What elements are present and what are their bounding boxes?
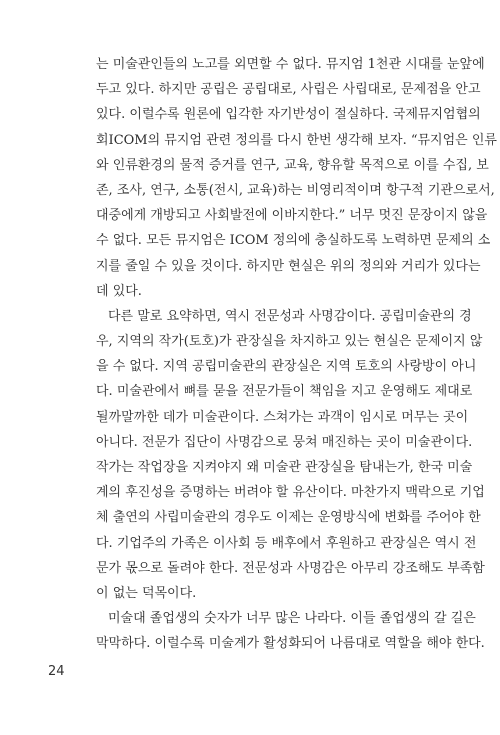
body-text	[96, 52, 497, 657]
text-line: 다른 말로 요약하면, 역시 전문성과 사명감이다. 공립미술관의 경	[108, 308, 472, 324]
text-line: 계의 후진성을 증명하는 버려야 할 유산이다. 마찬가지 맥락으로 기업	[96, 485, 485, 501]
text-line: 미술대 졸업생의 숫자가 너무 많은 나라다. 이들 졸업생의 갈 길은	[108, 611, 476, 627]
text-line: 지를 줄일 수 있을 것이다. 하지만 현실은 위의 정의와 거리가 있다는	[96, 258, 481, 274]
text-line: 작가는 작업장을 지켜야지 왜 미술관 관장실을 탐내는가, 한국 미술	[96, 460, 473, 475]
text-line: 회ICOM의 뮤지엄 관련 정의를 다시 한번 생각해 보자. “뮤지엄은 인류	[96, 132, 497, 148]
text-line: 을 수 없다. 지역 공립미술관의 관장실은 지역 토호의 사랑방이 아니	[96, 359, 477, 375]
text-line: 두고 있다. 하지만 공립은 공립대로, 사립은 사립대로, 문제점을 안고	[96, 82, 481, 98]
text-line: 데 있다.	[96, 283, 142, 299]
text-line: 아니다. 전문가 집단이 사명감으로 뭉쳐 매진하는 곳이 미술관이다.	[96, 434, 473, 450]
page-number: 24	[48, 664, 65, 679]
text-line: 다. 기업주의 가족은 이사회 등 배후에서 후원하고 관장실은 역시 전	[96, 535, 477, 551]
text-line: 는 미술관인들의 노고를 외면할 수 없다. 뮤지엄 1천관 시대를 눈앞에	[96, 57, 485, 72]
text-line: 체 출연의 사립미술관의 경우도 이제는 운영방식에 변화를 주어야 한	[96, 510, 481, 526]
text-line: 우, 지역의 작가(토호)가 관장실을 차지하고 있는 현실은 문제이지 않	[96, 334, 483, 350]
text-line: 다. 미술관에서 뼈를 묻을 전문가들이 책임을 지고 운영해도 제대로	[96, 384, 473, 400]
text-line: 문가 몫으로 돌려야 한다. 전문성과 사명감은 아무리 강조해도 부족함	[96, 560, 485, 576]
text-line: 와 인류환경의 물적 증거를 연구, 교육, 향유할 목적으로 이를 수집, 보	[96, 157, 489, 173]
text-line: 있다. 이럴수록 원론에 입각한 자기반성이 절실하다. 국제뮤지엄협의	[96, 107, 481, 123]
text-line: 이 없는 덕목이다.	[96, 585, 197, 601]
text-line: 존, 조사, 연구, 소통(전시, 교육)하는 비영리적이며 항구적 기관으로서,	[96, 182, 495, 198]
text-line: 될까말까한 데가 미술관이다. 스쳐가는 과객이 임시로 머무는 곳이	[96, 409, 469, 425]
text-line: 대중에게 개방되고 사회발전에 이바지한다.” 너무 멋진 문장이지 않을	[96, 208, 488, 224]
text-line: 수 없다. 모든 뮤지엄은 ICOM 정의에 충실하도록 노력하면 문제의 소	[96, 233, 491, 249]
text-line: 막막하다. 이럴수록 미술계가 활성화되어 나름대로 역할을 해야 한다.	[96, 636, 485, 652]
